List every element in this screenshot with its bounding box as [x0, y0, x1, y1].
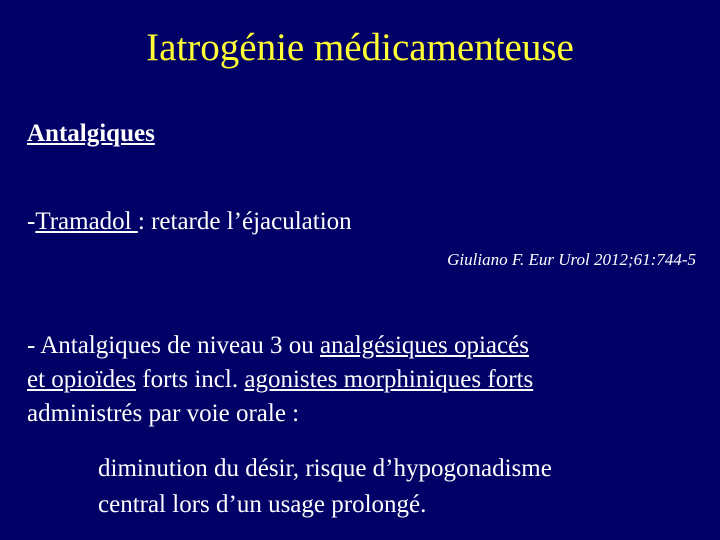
bullet-opioids-line-3: administrés par voie orale :	[27, 400, 300, 427]
opioids-intro-text: - Antalgiques de niveau 3 ou	[27, 332, 320, 359]
citation: Giuliano F. Eur Urol 2012;61:744-5	[447, 250, 696, 269]
bullet-opioids-line-1	[27, 329, 687, 363]
opiates-link[interactable]: analgésiques opiacés	[320, 332, 529, 359]
opioids-mid-text: forts incl.	[136, 366, 245, 393]
tramadol-link[interactable]: Tramadol	[35, 208, 138, 235]
slide-title: Iatrogénie médicamenteuse	[146, 26, 574, 69]
opioids-link[interactable]: et opioïdes	[27, 366, 137, 393]
bullet-dash: -	[27, 208, 36, 235]
bullet-opioids-line-2	[27, 363, 687, 397]
bullet-tramadol	[27, 205, 352, 239]
opioids-effect	[98, 451, 552, 523]
bullet-opioids	[27, 329, 687, 431]
morphine-agonists-link[interactable]: agonistes morphiniques forts	[244, 366, 534, 393]
opioids-effect-line-2: central lors d’un usage prolongé.	[98, 491, 427, 518]
section-heading: Antalgiques	[27, 120, 155, 147]
opioids-effect-line-1: diminution du désir, risque d’hypogonadisme	[98, 455, 552, 482]
tramadol-effect-text: : retarde l’éjaculation	[137, 208, 352, 235]
